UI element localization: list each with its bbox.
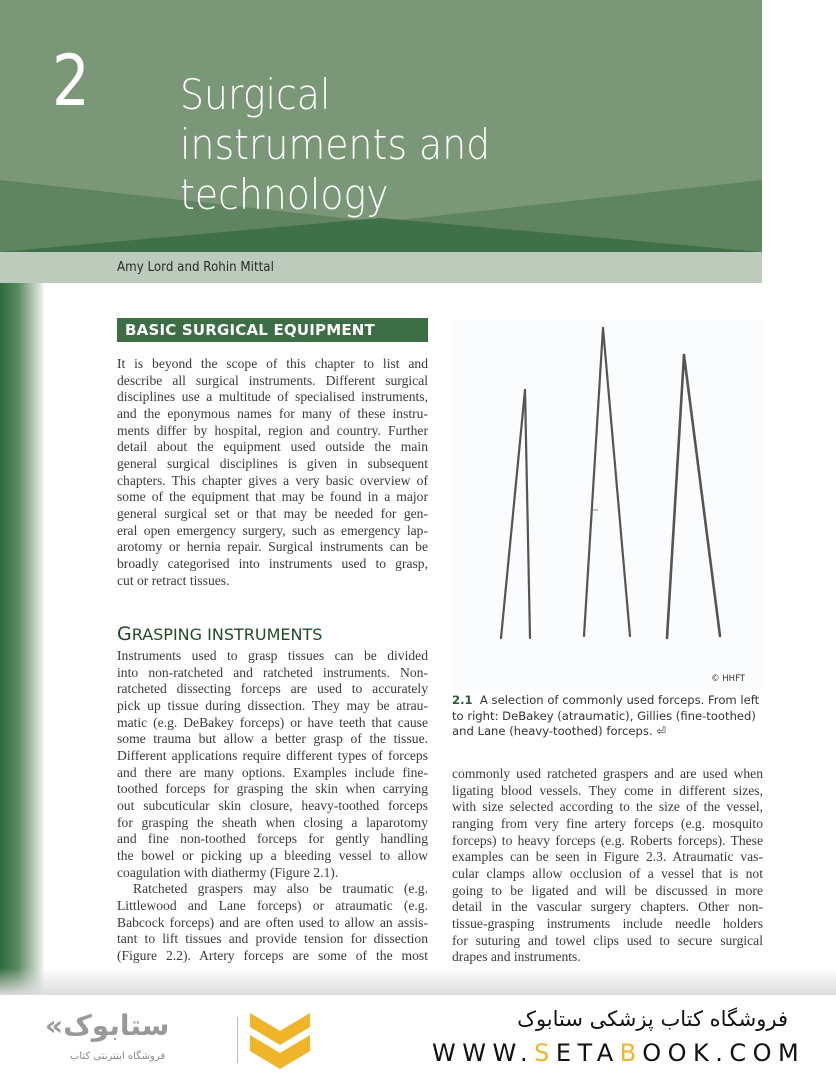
logo-divider xyxy=(237,1017,238,1063)
footer-banner xyxy=(0,995,836,1080)
figure-credit: © HHFT xyxy=(711,674,745,684)
intro-paragraph xyxy=(117,356,428,589)
chapter-header xyxy=(0,0,762,252)
text-line: eral open emergency surgery, such as emergency lap- xyxy=(117,522,428,538)
text-line: describe all surgical instruments. Different surgical xyxy=(117,372,428,388)
text-line: tissue-grasping instruments include needle holders xyxy=(452,915,763,931)
figure-caption xyxy=(452,693,772,740)
text-line: general surgical disciplines is given in subsequent xyxy=(117,455,428,471)
title-line: instruments and xyxy=(180,120,491,169)
url-part: WWW. xyxy=(432,1039,535,1067)
text-line: cut or retract tissues. xyxy=(117,572,230,588)
title-line: technology xyxy=(180,170,389,219)
text-line: disciplines use a multitude of specialised instruments, xyxy=(117,389,428,405)
text-line: some trauma but allow a better grasp of the tissue. xyxy=(117,731,428,747)
text-line: and the eponymous names for many of these instru- xyxy=(117,405,428,421)
text-line: arotomy or hernia repair. Surgical instruments can be xyxy=(117,539,428,555)
text-line: matic (e.g. DeBakey forceps) or have teeth that cause xyxy=(117,714,428,730)
text-line: detail about the equipment used outside the main xyxy=(117,439,428,455)
text-line: commonly used ratcheted graspers and are used when xyxy=(452,766,763,781)
text-line: pick up tissue during dissection. They may be atrau- xyxy=(117,697,428,713)
text-line: the bowel or picking up a bleeding vessel to allow xyxy=(117,847,428,863)
caption-text: A selection of commonly used forceps. From left to right: DeBakey (atraumatic), Gillies (fine-toothed) and Lane (heavy-toothed) forceps. xyxy=(452,693,760,738)
text-line: drapes and instruments. xyxy=(452,949,581,965)
text-line: Babcock forceps) and are often used to allow an assis- xyxy=(117,914,428,930)
text-line: (Figure 2.2). Artery forceps are some of the most xyxy=(117,947,428,963)
text-line: detail in the vascular surgery chapters. Other non- xyxy=(452,899,763,915)
heading-rest: RASPING INSTRUMENTS xyxy=(131,625,323,644)
text-line: into non-ratcheted and ratcheted instruments. Non- xyxy=(117,664,428,680)
page-edge-strip xyxy=(0,283,45,1080)
text-line: general surgical set or that may be needed for gen- xyxy=(117,505,428,521)
url-part: OOK.COM xyxy=(642,1039,806,1067)
store-url[interactable] xyxy=(432,1039,805,1067)
chapter-title xyxy=(180,70,490,220)
text-line: coagulation with diathermy (Figure 2.1). xyxy=(117,864,339,880)
author-bar xyxy=(0,252,762,283)
text-line: tant to lift tissues and provide tension for dissection xyxy=(117,931,428,947)
setabook-logo[interactable]: «ستابوک xyxy=(45,1009,170,1042)
text-line: It is beyond the scope of this chapter to list and xyxy=(117,356,428,371)
text-line: examples can be seen in Figure 2.3. Atraumatic vas- xyxy=(452,849,763,865)
forceps-image xyxy=(452,320,763,690)
text-line: Ratcheted graspers may also be traumatic (e.g. xyxy=(133,881,428,897)
url-part: ETA xyxy=(555,1039,620,1067)
heading-initial: G xyxy=(117,623,132,645)
text-line: Instruments used to grasp tissues can be divided xyxy=(117,648,428,663)
text-line: going to be ligated and will be discussed in more xyxy=(452,882,763,898)
title-line: Surgical xyxy=(180,70,331,119)
text-line: ratcheted dissecting forceps are used to accurately xyxy=(117,681,428,697)
text-line: ranging from very fine artery forceps (e.g. mosquito xyxy=(452,815,763,831)
text-line: for grasping the sheath when closing a laparotomy xyxy=(117,814,428,830)
store-name: فروشگاه کتاب پزشکی ستابوک xyxy=(517,1007,788,1031)
forceps-figure xyxy=(452,320,763,690)
text-line: toothed forceps for grasping the skin when carrying xyxy=(117,781,428,797)
text-line: ligating blood vessels. They come in different sizes, xyxy=(452,782,763,798)
text-line: chapters. This chapter gives a very basic overview of xyxy=(117,472,428,488)
text-line: Littlewood and Lane forceps) or atraumatic (e.g. xyxy=(117,897,428,913)
text-line: with size selected according to the size of the vessel, xyxy=(452,799,763,815)
text-line: and fine non-toothed forceps for gently handling xyxy=(117,831,428,847)
text-line: cular clamps allow occlusion of a vessel that is not xyxy=(452,865,763,881)
text-line: for suturing and towel clips used to secure surgical xyxy=(452,932,763,948)
chapter-number: 2 xyxy=(52,40,90,122)
chevron-logo-icon xyxy=(250,1013,310,1071)
right-column-paragraph xyxy=(452,766,763,966)
return-icon[interactable]: ⏎ xyxy=(656,724,667,738)
subsection-heading xyxy=(117,623,322,645)
url-part: S xyxy=(534,1039,556,1067)
text-line: out subcuticular skin closure, heavy-toothed forceps xyxy=(117,797,428,813)
logo-subtitle: فروشگاه اینترنتی کتاب xyxy=(70,1051,166,1062)
url-part: B xyxy=(619,1039,643,1067)
text-line: forceps) to heavy forceps (e.g. Roberts forceps). These xyxy=(452,832,763,848)
section-heading: BASIC SURGICAL EQUIPMENT xyxy=(117,318,428,342)
figure-number: 2.1 xyxy=(452,693,473,707)
page-shadow xyxy=(0,968,836,995)
text-line: Different applications require different types of forceps xyxy=(117,747,428,763)
text-line: and there are many options. Examples include fine- xyxy=(117,764,428,780)
text-line: broadly categorised into instruments used to grasp, xyxy=(117,555,428,571)
text-line: some of the equipment that may be found in a major xyxy=(117,489,428,505)
text-line: ments differ by hospital, region and country. Further xyxy=(117,422,428,438)
authors: Amy Lord and Rohin Mittal xyxy=(117,259,274,275)
grasping-paragraph xyxy=(117,648,428,964)
